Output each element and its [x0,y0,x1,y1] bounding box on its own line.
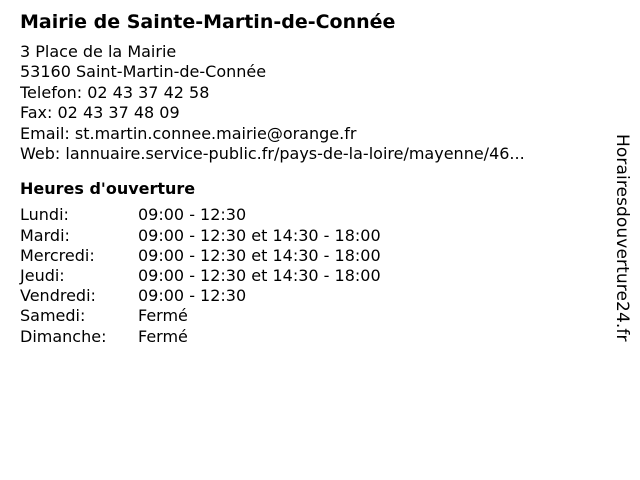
day-label: Samedi: [20,306,86,326]
hours-row-tuesday [20,226,600,246]
site-watermark: Horairesdouverture24.fr [612,134,632,342]
web-line [20,144,600,164]
day-label: Mardi: [20,225,70,245]
day-hours: 09:00 - 12:30 et 14:30 - 18:00 [138,245,381,265]
phone-link[interactable]: 02 43 37 42 58 [87,82,210,102]
office-info-card [20,10,600,347]
email-link[interactable]: st.martin.connee.mairie@orange.fr [74,123,357,143]
day-hours: 09:00 - 12:30 et 14:30 - 18:00 [138,266,381,286]
hours-row-monday [20,205,600,225]
hours-row-saturday [20,306,600,326]
email-label: Email: [20,123,70,143]
office-title: Mairie de Sainte-Martin-de-Connée [20,11,396,33]
hours-row-thursday [20,266,600,286]
day-hours: 09:00 - 12:30 [138,286,247,306]
day-hours: 09:00 - 12:30 [138,205,247,225]
day-label: Lundi: [20,205,69,225]
day-hours: 09:00 - 12:30 et 14:30 - 18:00 [138,225,381,245]
day-label: Mercredi: [20,245,95,265]
day-label: Jeudi: [20,266,65,286]
opening-hours-heading: Heures d'ouverture [20,179,196,199]
day-label: Vendredi: [20,286,96,306]
fax-number: 02 43 37 48 09 [57,103,180,123]
day-label: Dimanche: [20,326,107,346]
web-label: Web: [20,144,61,164]
street-address: 3 Place de la Mairie [20,42,177,61]
web-link[interactable]: lannuaire.service-public.fr/pays-de-la-loire/mayenne/46... [65,144,525,164]
hours-row-wednesday [20,246,600,266]
phone-label: Telefon: [20,82,83,102]
phone-line [20,83,600,103]
fax-line [20,103,600,123]
day-hours: Fermé [138,306,188,326]
day-hours: Fermé [138,326,188,346]
hours-row-friday [20,286,600,306]
postal-city: 53160 Saint-Martin-de-Connée [20,62,267,82]
fax-label: Fax: [20,103,53,123]
email-line [20,124,600,144]
hours-row-sunday [20,327,600,347]
